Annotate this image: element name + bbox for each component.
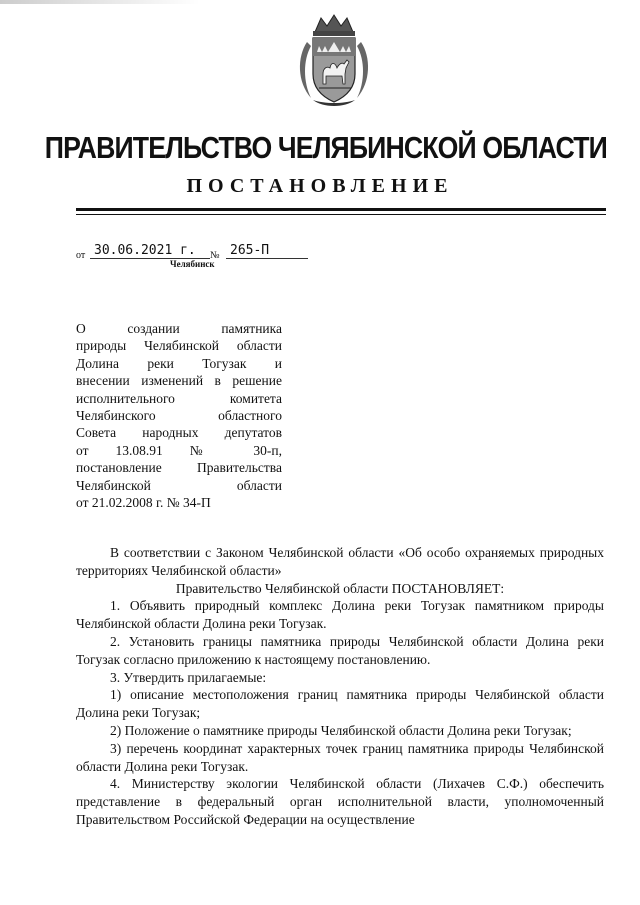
paragraph-item-3-3: 3) перечень координат характерных точек границ памятника природы Челябинской области Долина реки Тогузак. bbox=[76, 740, 604, 774]
city-label: Челябинск bbox=[170, 259, 215, 269]
document-type: ПОСТАНОВЛЕНИЕ bbox=[186, 175, 454, 197]
document-subject bbox=[76, 320, 282, 511]
paragraph-item-4: 4. Министерству экологии Челябинской области (Лихачев С.Ф.) обеспечить представление в федеральный орган исполнительной власти, уполномоченный Правительством Российской Федерации на осуществление bbox=[76, 776, 604, 827]
subject-line: Совета народных депутатов bbox=[76, 425, 282, 441]
document-number: 265-П bbox=[226, 243, 308, 259]
document-date: 30.06.2021 г. bbox=[90, 243, 210, 259]
subject-line: Челябинского областного bbox=[76, 408, 282, 424]
subject-line: от 13.08.91 № 30-п, bbox=[76, 442, 282, 458]
paragraph-preamble: В соответствии с Законом Челябинской области «Об особо охраняемых природных территориях Челябинской области» bbox=[76, 545, 604, 578]
subject-line: исполнительного комитета bbox=[76, 390, 282, 406]
paragraph-resolves: Правительство Челябинской области ПОСТАНОВЛЯЕТ: bbox=[175, 580, 505, 596]
subject-line: Долина реки Тогузак и bbox=[76, 355, 282, 371]
paragraph-item-3-2: 2) Положение о памятнике природы Челябинской области Долина реки Тогузак; bbox=[110, 722, 572, 738]
government-title: ПРАВИТЕЛЬСТВО ЧЕЛЯБИНСКОЙ ОБЛАСТИ bbox=[44, 130, 607, 165]
header-rule-thick bbox=[76, 208, 606, 211]
paragraph-item-1: 1. Объявить природный комплекс Долина реки Тогузак памятником природы Челябинской области Долина реки Тогузак. bbox=[76, 598, 604, 632]
coat-of-arms-icon bbox=[293, 12, 375, 112]
subject-line: природы Челябинской области bbox=[76, 338, 282, 354]
scan-edge bbox=[0, 0, 200, 4]
date-prefix-label: от bbox=[76, 250, 86, 261]
subject-line: от 21.02.2008 г. № 34-П bbox=[76, 495, 211, 511]
subject-line: постановление Правительства bbox=[76, 460, 282, 476]
number-label: № bbox=[210, 250, 220, 261]
paragraph-item-2: 2. Установить границы памятника природы Челябинской области Долина реки Тогузак согласно приложению к настоящему постановлению. bbox=[76, 633, 604, 667]
document-body bbox=[76, 544, 604, 829]
subject-line: О создании памятника bbox=[76, 321, 282, 336]
paragraph-item-3: 3. Утвердить прилагаемые: bbox=[110, 669, 267, 685]
header-rule-thin bbox=[76, 214, 606, 215]
subject-line: Челябинской области bbox=[76, 477, 282, 493]
subject-line: внесении изменений в решение bbox=[76, 373, 282, 389]
paragraph-item-3-1: 1) описание местоположения границ памятника природы Челябинской области Долина реки Тогузак; bbox=[76, 687, 604, 721]
